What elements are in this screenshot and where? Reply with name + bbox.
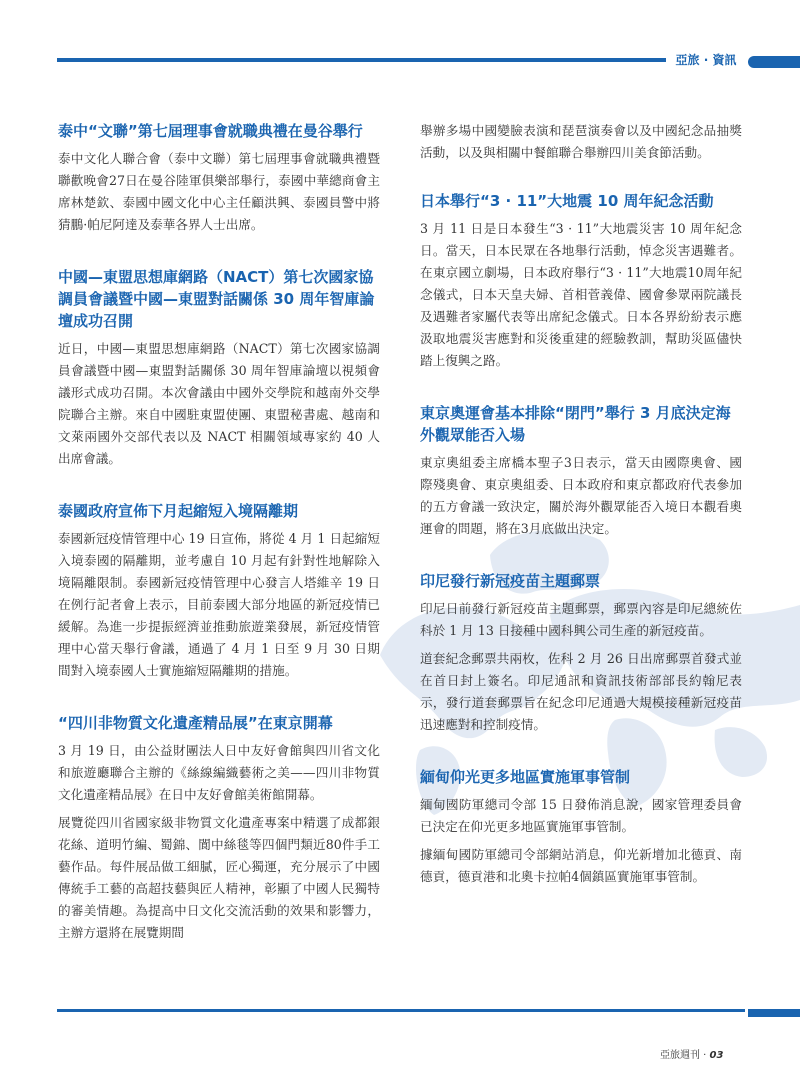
article-paragraph: 緬甸國防軍總司令部 15 日發佈消息說，國家管理委員會已決定在仰光更多地區實施軍事管制。 bbox=[420, 797, 742, 834]
article-sichuan-continued bbox=[420, 120, 742, 164]
article-headline: 泰中“文聯”第七屆理事會就職典禮在曼谷舉行 bbox=[58, 122, 363, 140]
article-japan-311 bbox=[420, 190, 742, 372]
top-rule bbox=[57, 58, 745, 62]
article-paragraph: 泰國新冠疫情管理中心 19 日宣佈，將從 4 月 1 日起縮短入境泰國的隔離期，並考慮自 10 月起有針對性地解除入境隔離限制。泰國新冠疫情管理中心發言人塔維辛 19 日在例行記者會上表示，目前泰國大部分地區的新冠疫情已緩解。為進一步提振經濟並推動旅遊業發展，新冠疫情管理中心當天舉行會議，通過了 4 月 1 日至 9 月 30 日期間對入境泰國人士實施縮短隔離期的措施。 bbox=[58, 531, 380, 678]
bottom-rule bbox=[57, 1009, 745, 1012]
article-paragraph: 東京奧組委主席橋本聖子3日表示，當天由國際奧會、國際殘奧會、東京奧組委、日本政府和東京都政府代表參加的五方會議一致決定，關於海外觀眾能否入境日本觀看奧運會的問題，將在3月底做出決定。 bbox=[420, 455, 742, 536]
article-tokyo-olympics bbox=[420, 402, 742, 540]
bottom-tab bbox=[748, 1009, 800, 1017]
article-myanmar-martial-law bbox=[420, 766, 742, 888]
page-number: 03 bbox=[709, 1050, 724, 1061]
article-paragraph: 舉辦多場中國變臉表演和琵琶演奏會以及中國紀念品抽獎活動，以及與相關中餐館聯合舉辦四川美食節活動。 bbox=[420, 123, 742, 160]
article-paragraph: 道套紀念郵票共兩枚，佐科 2 月 26 日出席郵票首發式並在首日封上簽名。印尼通訊和資訊技術部部長約翰尼表示，發行道套郵票旨在紀念印尼通過大規模接種新冠疫苗迅速應對和控制疫情。 bbox=[420, 651, 742, 732]
article-paragraph: 據緬甸國防軍總司令部網站消息，仰光新增加北德貢、南德貢，德貢港和北奧卡拉帕4個鎮區實施軍事管制。 bbox=[420, 847, 742, 884]
article-sichuan-exhibition bbox=[58, 712, 380, 944]
article-headline: 東京奧運會基本排除“閉門”舉行 3 月底決定海外觀眾能否入場 bbox=[420, 404, 731, 444]
page-footer bbox=[660, 1046, 723, 1061]
article-thailand-quarantine bbox=[58, 500, 380, 682]
top-tab bbox=[748, 56, 800, 68]
article-headline: “四川非物質文化遺產精品展”在東京開幕 bbox=[58, 714, 333, 732]
article-paragraph: 近日，中國—東盟思想庫網路（NACT）第七次國家協調員會議暨中國—東盟對話關係 30 周年智庫論壇以視頻會議形式成功召開。本次會議由中國外交學院和越南外交學院聯合主辦。來自中國駐東盟使團、東盟秘書處、越南和文萊兩國外交部代表以及 NACT 相關領域專家約 40 人出席會議。 bbox=[58, 341, 380, 466]
article-headline: 泰國政府宣佈下月起縮短入境隔離期 bbox=[58, 502, 299, 520]
article-headline: 日本舉行“3 · 11”大地震 10 周年紀念活動 bbox=[420, 192, 714, 210]
section-label: 亞旅 · 資訊 bbox=[666, 51, 746, 69]
article-headline: 印尼發行新冠疫苗主題郵票 bbox=[420, 572, 601, 590]
article-indonesia-stamps bbox=[420, 570, 742, 736]
left-column bbox=[58, 120, 380, 974]
article-nact-forum bbox=[58, 266, 380, 470]
right-column bbox=[420, 120, 742, 918]
article-paragraph: 3 月 11 日是日本發生“3 · 11”大地震災害 10 周年紀念日。當天，日本民眾在各地舉行活動，悼念災害遇難者。在東京國立劇場，日本政府舉行“3 · 11”大地震10周年紀念儀式，日本天皇夫婦、首相菅義偉、國會參眾兩院議長及遇難者家屬代表等出席紀念儀式。日本各界紛紛表示應汲取地震災害應對和災後重建的經驗教訓，幫助災區儘快踏上復興之路。 bbox=[420, 221, 742, 368]
article-paragraph: 印尼日前發行新冠疫苗主題郵票，郵票內容是印尼總統佐科於 1 月 13 日接種中國科興公司生產的新冠疫苗。 bbox=[420, 601, 742, 638]
article-wenlian-inauguration bbox=[58, 120, 380, 236]
article-headline: 緬甸仰光更多地區實施軍事管制 bbox=[420, 768, 631, 786]
publication-name: 亞旅週刊 · bbox=[660, 1050, 707, 1061]
article-headline: 中國—東盟思想庫網路（NACT）第七次國家協調員會議暨中國—東盟對話關係 30 周年智庫論壇成功召開 bbox=[58, 268, 375, 330]
article-paragraph: 泰中文化人聯合會（泰中文聯）第七屆理事會就職典禮暨聯歡晚會27日在曼谷陸軍俱樂部舉行，泰國中華總商會主席林楚欽、泰國中國文化中心主任顧洪興、泰國員警中將猜鵬·帕尼阿達及泰華各界人士出席。 bbox=[58, 151, 380, 232]
article-paragraph: 3 月 19 日，由公益財團法人日中友好會館與四川省文化和旅遊廳聯合主辦的《絲線編織藝術之美——四川非物質文化遺產精品展》在日中友好會館美術館開幕。 bbox=[58, 743, 380, 802]
article-paragraph: 展覽從四川省國家級非物質文化遺產專案中精選了成都銀花絲、道明竹編、蜀錦、閬中絲毯等四個門類近80件手工藝作品。每件展品做工細膩，匠心獨運，充分展示了中國傳統手工藝的高超技藝與匠人精神，彰顯了中國人民獨特的審美情趣。為提高中日文化交流活動的效果和影響力，主辦方還將在展覽期間 bbox=[58, 815, 380, 940]
